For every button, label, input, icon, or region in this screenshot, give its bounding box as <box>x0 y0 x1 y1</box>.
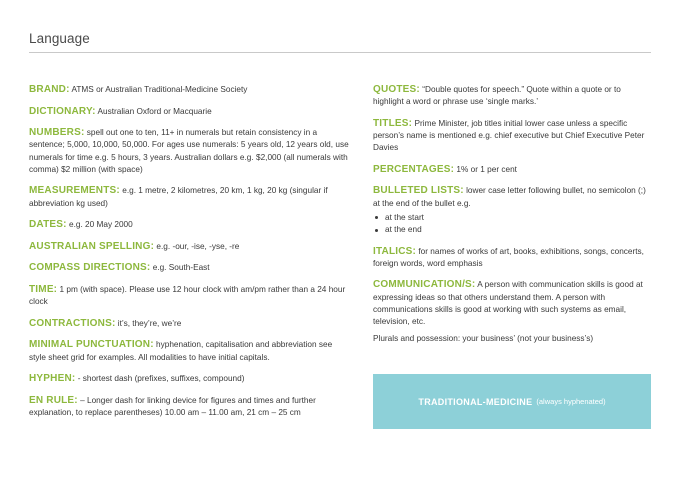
entry-term: TITLES: <box>373 117 413 129</box>
entry-text: 1 pm (with space). Please use 12 hour clock with am/pm rather than a 24 hour clock <box>29 284 346 307</box>
entry-en-rule <box>29 395 349 419</box>
list-item: at the start <box>373 212 653 224</box>
entry-text: spell out one to ten, 11+ in numerals but retain consistency in a sentence; 5,000, 10,000, 50,000. For ages use numerals: 5 years old, 12 years old, use numerals for time e.g. 5 hours, 3 years. Australian dollars e.g. $2,000 (all numerals with comma) $2 million (with space) <box>29 128 349 174</box>
entry-term: ITALICS: <box>373 245 417 257</box>
entry-term: BRAND: <box>29 84 70 95</box>
entry-term: AUSTRALIAN SPELLING: <box>29 240 155 252</box>
entry-dates <box>29 219 349 231</box>
entry-titles <box>373 118 653 155</box>
entry-text: e.g. 1 metre, 2 kilometres, 20 km, 1 kg, 20 kg (singular if abbreviation kg used) <box>29 186 328 208</box>
entry-text: 1% or 1 per cent <box>456 164 517 174</box>
entry-term: PERCENTAGES: <box>373 163 455 175</box>
entry-text: for names of works of art, books, exhibitions, songs, concerts, foreign words, word emphasis <box>373 246 644 268</box>
entry-text: e.g. South-East <box>152 263 210 273</box>
entry-term: DATES: <box>29 219 67 231</box>
entry-communication <box>373 279 653 328</box>
entry-compass-directions <box>29 262 349 274</box>
entry-term: EN RULE: <box>29 394 78 406</box>
entry-text: e.g. -our, -ise, -yse, -re <box>156 241 240 251</box>
entry-text: Australian Oxford or Macquarie <box>97 106 212 116</box>
entry-term: DICTIONARY: <box>29 105 96 117</box>
bullet-list <box>373 212 653 236</box>
entry-term: QUOTES: <box>373 84 420 95</box>
entry-minimal-punctuation <box>29 339 349 363</box>
entry-brand <box>29 84 349 96</box>
entry-text: ATMS or Australian Traditional-Medicine Society <box>71 85 248 94</box>
entry-percentages <box>373 164 653 176</box>
entry-term: TIME: <box>29 283 58 295</box>
entry-term: BULLETED LISTS: <box>373 185 464 197</box>
entry-term: COMMUNICATION/S: <box>373 279 476 291</box>
entry-text: - shortest dash (prefixes, suffixes, compound) <box>77 374 245 384</box>
entry-italics <box>373 246 653 270</box>
right-column <box>373 84 653 355</box>
entry-term: MINIMAL PUNCTUATION: <box>29 339 154 351</box>
entry-dictionary <box>29 106 349 118</box>
left-column <box>29 84 349 429</box>
note-box-heading: TRADITIONAL-MEDICINE <box>418 396 533 407</box>
entry-term: MEASUREMENTS: <box>29 185 120 197</box>
page-title: Language <box>29 31 90 46</box>
entry-text: Prime Minister, job titles initial lower case unless a specific person’s name is mentioned e.g. chief executive but Chief Executive Peter Davies <box>373 118 645 153</box>
entry-numbers <box>29 127 349 176</box>
entry-text: – Longer dash for linking device for figures and times and further explanation, to replace parentheses) 10.00 am – 11.00 am, 21 cm – 25 cm <box>29 395 316 417</box>
entry-text: lower case letter following bullet, no semicolon (;) at the end of the bullet e.g. <box>373 186 646 208</box>
entry-plurals: Plurals and possession: your business’ (not your business’s) <box>373 334 594 344</box>
entry-term: COMPASS DIRECTIONS: <box>29 262 151 274</box>
list-item: at the end <box>373 224 653 236</box>
entry-text: it’s, they’re, we’re <box>117 318 182 328</box>
entry-term: CONTRACTIONS: <box>29 317 116 329</box>
entry-text: “Double quotes for speech.” Quote within a quote or to highlight a word or phrase use ‘single marks.’ <box>373 85 621 107</box>
entry-term: HYPHEN: <box>29 373 76 385</box>
entry-australian-spelling <box>29 241 349 253</box>
entry-text: e.g. 20 May 2000 <box>68 220 133 230</box>
hyphenation-note-box <box>373 374 651 429</box>
entry-text: hyphenation, capitalisation and abbreviation see style sheet grid for examples. All modalities to have initial capitals. <box>29 340 333 362</box>
entry-term: NUMBERS: <box>29 127 85 139</box>
entry-measurements <box>29 185 349 209</box>
entry-time <box>29 284 349 308</box>
entry-contractions <box>29 318 349 330</box>
entry-hyphen <box>29 373 349 385</box>
title-divider <box>29 52 651 53</box>
note-box-subtext: (always hyphenated) <box>536 397 606 406</box>
entry-quotes <box>373 84 653 108</box>
entry-bulleted-lists <box>373 185 653 236</box>
entry-text: A person with communication skills is good at expressing ideas so that others understand them. A person with communications skills is good at working with such systems as email, television, etc. <box>373 280 643 326</box>
